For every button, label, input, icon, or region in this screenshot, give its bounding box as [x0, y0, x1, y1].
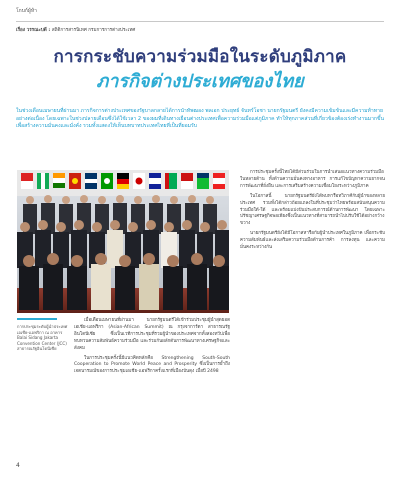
caption-text: การประชุมระดับผู้นำประเทศเอเชีย-แอฟริกา ณ อาคาร Balai Sidang Jakarta Convention Center (JCC) สาธารณรัฐอินโดนีเซีย [17, 324, 68, 352]
summit-group-photo [17, 170, 229, 313]
delegates-front-row [17, 253, 229, 313]
body-paragraph: ในการประชุมครั้งนี้มีแนวคิดหลักคือ Strengthening South-South Cooperation to Promote World Peace and Prosperity ซึ่งเป็นการย้ำถึงเจตนารมณ์ของการประชุมเอเชีย-แอฟริกาครั้งแรกที่เมืองบันดุง เมื่อปี 2498 [74, 355, 230, 375]
section-header: โกบก์ผู้ห้า [16, 8, 37, 14]
body-paragraph: การประชุมครั้งนี้ไทยได้มีส่วนร่วมในการนำเสนอแนวทางความร่วมมือในหลายด้าน ทั้งด้านความมั่นคงทางอาหาร การแก้ไขปัญหาความยากจน การพัฒนาที่ยั่งยืน และการเสริมสร้างความเชื่อมโยงระหว่างภูมิภาค [240, 170, 385, 189]
body-paragraph: ในโอกาสนี้ นายกรัฐมนตรียังได้พบหารือทวิภาคีกับผู้นำของหลายประเทศ รวมทั้งได้กล่าวถ้อยแถลงในที่ประชุมว่าไทยพร้อมสนับสนุนความร่วมมือใต้-ใต้ และพร้อมแบ่งปันประสบการณ์ด้านการพัฒนา โดยเฉพาะปรัชญาเศรษฐกิจพอเพียงซึ่งเป็นแนวทางที่สามารถนำไปปรับใช้ได้อย่างกว้างขวาง [240, 193, 385, 227]
header-rule [16, 21, 384, 22]
caption-accent-bar [17, 318, 57, 320]
flags-row [17, 170, 229, 196]
body-paragraph: เมื่อเดือนเมษายนที่ผ่านมา นายกรัฐมนตรีได้เข้าร่วมประชุมผู้นำสุดยอดเอเชีย-แอฟริกา (Asian-African Summit) ณ กรุงจาการ์ตา สาธารณรัฐอินโดนีเซีย ซึ่งเป็นเวทีการประชุมที่รวมผู้นำของประเทศจากทั้งสองทวีปเพื่อทบทวนความสัมพันธ์ความร่วมมือ และร่วมกันผลักดันการพัฒนาทางเศรษฐกิจและสังคม [74, 318, 230, 351]
byline-office: สถิติการสารนิเทศ กรมการการต่างประเทศ [51, 28, 136, 33]
page-number: 4 [16, 462, 20, 469]
byline-author: เรื่อง วรรณะบดี : [16, 28, 52, 33]
body-column-right [240, 170, 385, 255]
lead-paragraph: ในช่วงเดือนเมษายนที่ผ่านมา ภารกิจการต่างประเทศของรัฐบาลกลายได้การนำทัพฒอง พลเอก ประยุทธ์ จันทร์โอชา นายกรัฐมนตรี ยังคงมีความเข้มข้นและมีความท้าทายอย่างต่อเนื่อง โดยเฉพาะในช่วงปลายเดือนซึ่งได้ใช้เวลา 2 ของผมที่เดินทางเยือนต่างประเทศเพื่อความร่วมมือแต่ภูมิภาค ทำให้ทุกภาคส่วนที่เกี่ยวข้องต้องเร่งทำงานมากขึ้น เพื่อสร้างความมั่นคงและมั่งคั่ง รวมทั้งแสดงให้เห็นบทบาทประเทศไทยที่เป็นที่ยอมรับ [16, 108, 384, 130]
byline [16, 27, 135, 34]
article-title: การกระชับความร่วมมือในระดับภูมิภาค [53, 47, 347, 67]
body-column-middle [74, 318, 230, 379]
article-subtitle: ภารกิจต่างประเทศของไทย [96, 71, 304, 92]
photo-caption [17, 318, 69, 352]
body-paragraph: นายกรัฐมนตรียังได้มีโอกาสหารือกับผู้นำประเทศในภูมิภาค เพื่อกระชับความสัมพันธ์และส่งเสริมความร่วมมือด้านการค้า การลงทุน และความมั่นคงระหว่างกัน [240, 231, 385, 251]
